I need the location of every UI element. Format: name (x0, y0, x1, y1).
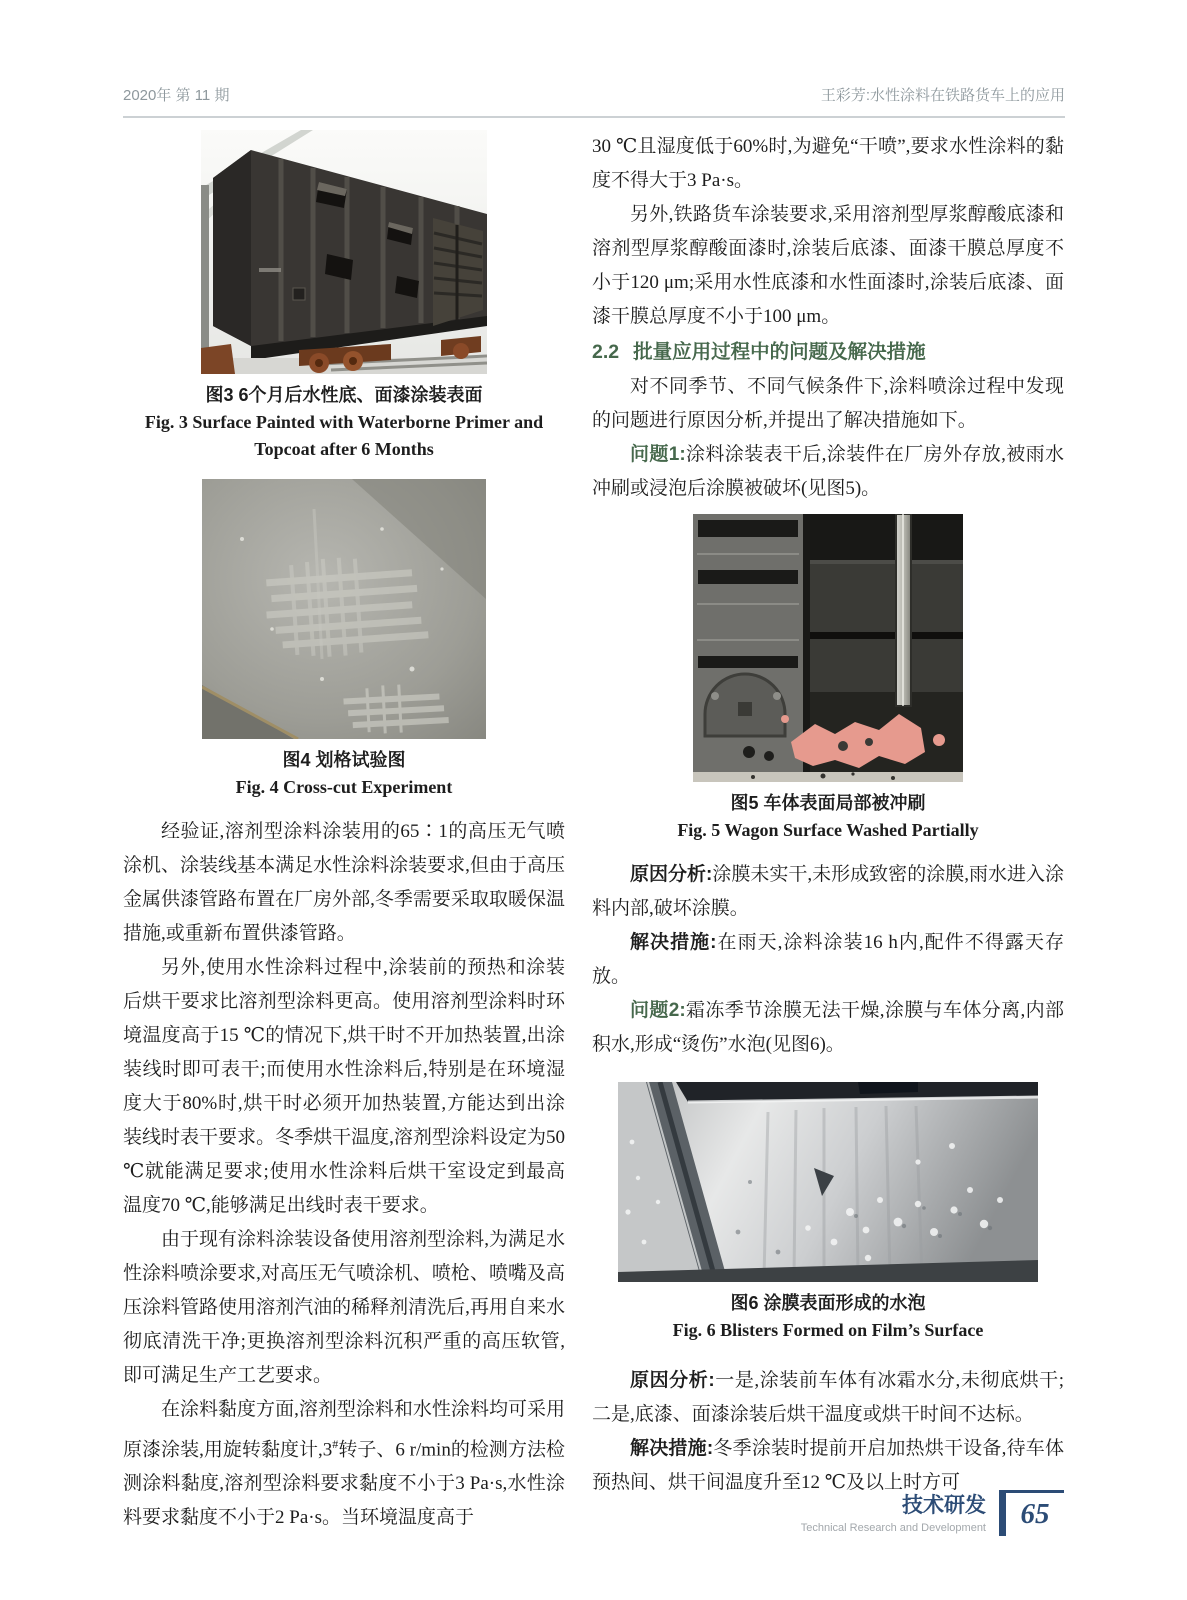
paragraph-text: 冬季涂装时提前开启加热烘干设备,待车体预热间、烘干间温度升至12 ℃及以上时方可 (592, 1438, 1064, 1493)
figure6-caption-en: Fig. 6 Blisters Formed on Film’s Surface (672, 1320, 984, 1340)
paragraph-text: 霜冻季节涂膜无法干燥,涂膜与车体分离,内部积水,形成“烫伤”水泡(见图6)。 (592, 1000, 1064, 1055)
wagon-door (433, 218, 483, 326)
spacer (123, 463, 565, 479)
figure5-caption-en: Fig. 5 Wagon Surface Washed Partially (677, 820, 979, 840)
figure5-caption-zh: 图5 车体表面局部被冲刷 (730, 793, 926, 813)
paragraph-text: 在涂料黏度方面,溶剂型涂料和水性涂料均可采用原漆涂装,用旋转黏度计,3 (123, 1399, 565, 1461)
section-heading-2-2 (592, 334, 1064, 370)
footer-section-zh: 技术研发 (902, 1494, 986, 1517)
figure6-caption-zh: 图6 涂膜表面形成的水泡 (730, 1293, 926, 1313)
figure4-caption-zh: 图4 划格试验图 (282, 750, 406, 770)
cause-analysis-label: 原因分析: (630, 1370, 715, 1391)
paragraph-text: 涂料涂装表干后,涂装件在厂房外存放,被雨水冲刷或浸泡后涂膜被破坏(见图5)。 (592, 444, 1064, 499)
page-number: 65 (1020, 1498, 1050, 1530)
page-header (123, 84, 1065, 118)
body-paragraph: 对不同季节、不同气候条件下,涂料喷涂过程中发现的问题进行原因分析,并提出了解决措施如下。 (592, 376, 1064, 431)
body-paragraph: 经验证,溶剂型涂料涂装用的65∶1的高压无气喷涂机、涂装线基本满足水性涂料涂装要求,但由于高压金属供漆管路布置在厂房外部,冬季需要采取取暖保温措施,或重新布置供漆管路。 (123, 821, 565, 944)
spacer (123, 801, 565, 815)
spacer (592, 844, 1064, 858)
page-number-bracket (999, 1490, 1064, 1536)
figure3-caption-en: Fig. 3 Surface Painted with Waterborne Primer and Topcoat after 6 Months (144, 412, 544, 459)
superscript-mark: # (332, 1437, 339, 1451)
body-paragraph (123, 1393, 565, 1535)
figure3-caption-zh: 图3 6个月后水性底、面漆涂装表面 (205, 385, 483, 405)
spacer (592, 1062, 1064, 1082)
section-title: 批量应用过程中的问题及解决措施 (633, 341, 926, 363)
body-paragraph (592, 926, 1064, 994)
paragraph-text: 涂膜未实干,未形成致密的涂膜,雨水进入涂料内部,破坏涂膜。 (592, 864, 1064, 919)
figure-5 (592, 514, 1064, 844)
body-paragraph (592, 1364, 1064, 1432)
problem2-label: 问题2: (630, 1000, 686, 1021)
body-paragraph: 由于现有涂料涂装设备使用溶剂型涂料,为满足水性涂料喷涂要求,对高压无气喷涂机、喷枪、喷嘴及高压涂料管路使用溶剂汽油的稀释剂清洗后,再用自来水彻底清洗干净;更换溶剂型涂料沉积严重的高压软管,即可满足生产工艺要求。 (123, 1229, 565, 1386)
figure-6 (592, 1082, 1064, 1344)
body-paragraph: 另外,铁路货车涂装要求,采用溶剂型厚浆醇酸底漆和溶剂型厚浆醇酸面漆时,涂装后底漆、面漆干膜总厚度不小于120 μm;采用水性底漆和水性面漆时,涂装后底漆、面漆干膜总厚度不小于100 μm。 (592, 204, 1064, 327)
left-column (123, 130, 565, 1535)
body-paragraph (592, 994, 1064, 1062)
figure6-image (618, 1082, 1038, 1282)
page-footer (801, 1490, 1064, 1536)
body-paragraph: 30 ℃且湿度低于60%时,为避免“干喷”,要求水性涂料的黏度不得大于3 Pa·s。 (592, 136, 1064, 191)
solution-label: 解决措施: (630, 1438, 714, 1459)
figure4-image (202, 479, 486, 739)
paragraph-text: 转子、6 r/min的检测方法检测涂料黏度,溶剂型涂料要求黏度不小于3 Pa·s,水性涂料要求黏度不小于2 Pa·s。当环境温度高于 (123, 1439, 565, 1529)
paragraph-text: 一是,涂装前车体有冰霜水分,未彻底烘干;二是,底漆、面漆涂装后烘干温度或烘干时间不达标。 (592, 1370, 1065, 1425)
figure4-caption-en: Fig. 4 Cross-cut Experiment (235, 777, 453, 797)
spacer (592, 506, 1064, 514)
body-paragraph (592, 858, 1064, 926)
header-issue: 2020年 第 11 期 (123, 87, 230, 104)
body-paragraph (592, 438, 1064, 506)
solution-label: 解决措施: (630, 932, 717, 953)
right-column (592, 130, 1064, 1500)
paragraph-text: 在雨天,涂料涂装16 h内,配件不得露天存放。 (592, 932, 1064, 987)
figure-4 (123, 479, 565, 801)
problem1-label: 问题1: (630, 444, 686, 465)
footer-section-en: Technical Research and Development (800, 1522, 986, 1534)
figure3-image (201, 130, 487, 374)
header-running-title: 王彩芳:水性涂料在铁路货车上的应用 (820, 87, 1065, 104)
figure-3 (123, 130, 565, 463)
cause-analysis-label: 原因分析: (630, 864, 713, 885)
section-number: 2.2 (592, 341, 620, 363)
footer-section (801, 1494, 986, 1534)
spacer (592, 1344, 1064, 1364)
body-paragraph: 另外,使用水性涂料过程中,涂装前的预热和涂装后烘干要求比溶剂型涂料更高。使用溶剂型涂料时环境温度高于15 ℃的情况下,烘干时不开加热装置,出涂装线时即可表干;而使用水性涂料后,特别是在环境湿度大于80%时,烘干时必须开加热装置,方能达到出涂装线时表干要求。冬季烘干温度,溶剂型涂料设定为50 ℃就能满足要求;使用水性涂料后烘干室设定到最高温度70 ℃,能够满足出线时表干要求。 (123, 957, 565, 1216)
figure5-image (693, 514, 963, 782)
